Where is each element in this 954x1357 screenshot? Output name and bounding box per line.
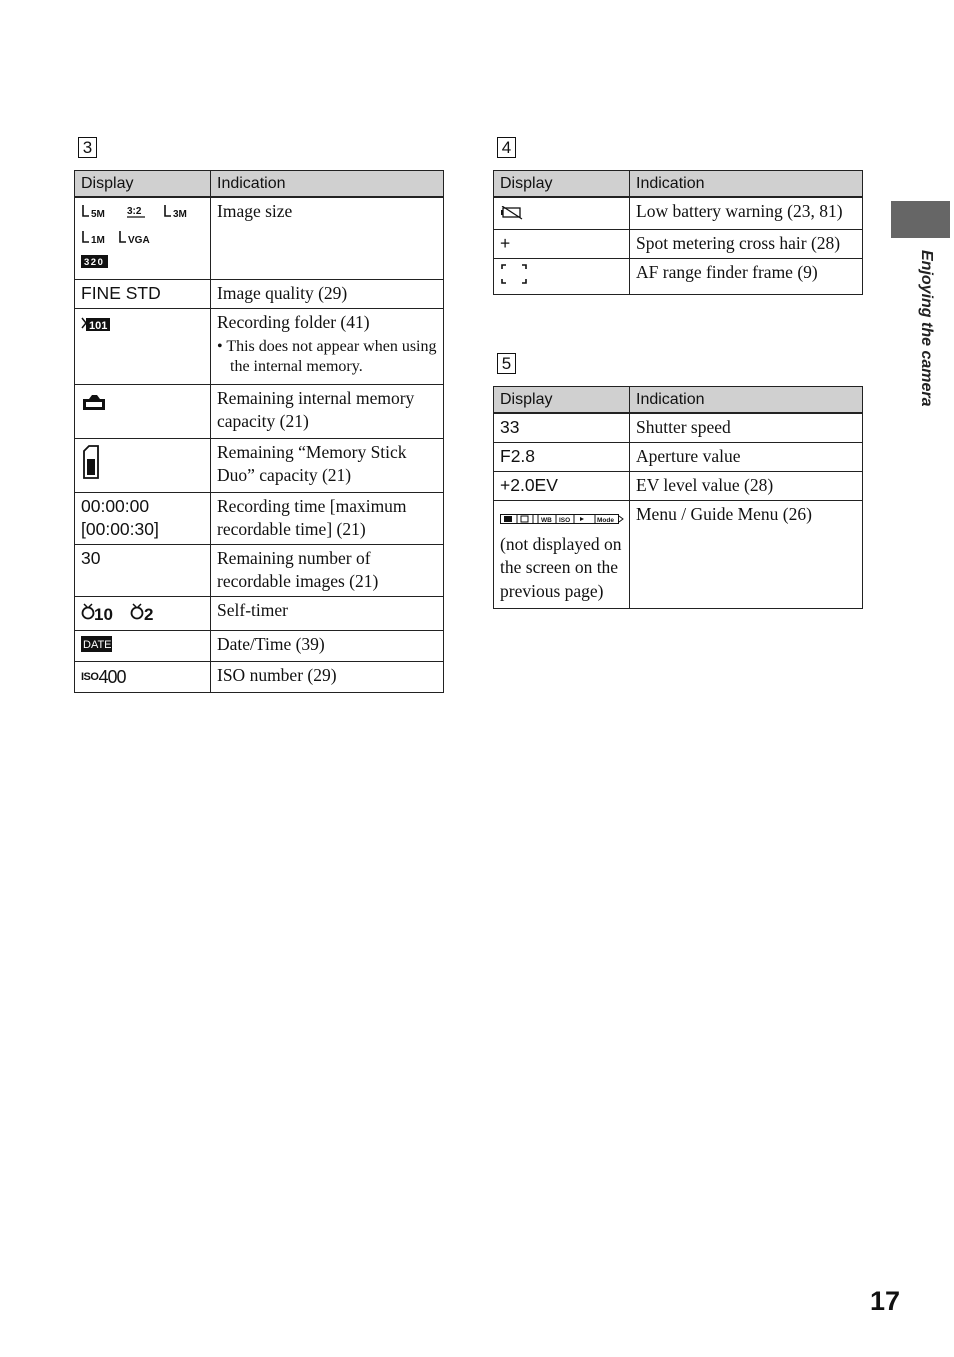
image-size-indication: Image size: [211, 197, 444, 279]
rec-time-value: 00:00:00: [81, 495, 150, 516]
memory-stick-icon: [81, 445, 101, 485]
rec-time-display: [75, 492, 211, 544]
af-frame-display: [494, 258, 630, 294]
section-number-5: 5: [497, 353, 516, 374]
aperture-display: F2.8: [494, 443, 630, 472]
internal-memory-indication: Remaining internal memory capacity (21): [211, 384, 444, 438]
folder-icon: [81, 315, 111, 339]
rec-time-max-value: [00:00:30]: [81, 518, 159, 539]
image-size-icon: [81, 255, 109, 272]
svg-text:1M: 1M: [91, 235, 105, 245]
self-timer-2-icon: [130, 601, 158, 629]
svg-text:Mode: Mode: [597, 516, 614, 524]
svg-text:101: 101: [89, 319, 108, 332]
af-frame-icon: [500, 263, 528, 291]
spot-metering-display: +: [494, 229, 630, 258]
rec-time-indication: Recording time [maximum recordable time] (21): [211, 492, 444, 544]
remaining-images-display: 30: [75, 544, 211, 596]
image-size-icon: [118, 229, 154, 249]
column-header-display: Display: [494, 387, 630, 414]
shutter-indication: Shutter speed: [630, 413, 863, 443]
shutter-display: 33: [494, 413, 630, 443]
indicator-table-5: [493, 386, 863, 609]
af-frame-indication: AF range finder frame (9): [630, 258, 863, 294]
svg-text:2: 2: [143, 604, 154, 623]
memory-stick-display: [75, 438, 211, 492]
iso-value: 400: [98, 667, 126, 688]
column-header-indication: Indication: [630, 171, 863, 198]
quality-indication: Image quality (29): [211, 279, 444, 308]
spot-metering-indication: Spot metering cross hair (28): [630, 229, 863, 258]
folder-indication: Recording folder (41): [217, 311, 370, 332]
memory-stick-indication: Remaining “Memory Stick Duo” capacity (21): [211, 438, 444, 492]
svg-text:5M: 5M: [91, 209, 105, 219]
menu-indication: Menu / Guide Menu (26): [630, 501, 863, 609]
section-number-3: 3: [78, 137, 97, 158]
date-display: [75, 630, 211, 662]
internal-memory-icon: [81, 393, 107, 417]
column-header-display: Display: [75, 171, 211, 198]
chapter-label-text: Enjoying the camera: [918, 250, 935, 407]
svg-text:3:2: 3:2: [127, 206, 142, 217]
internal-memory-display: [75, 384, 211, 438]
menu-bar-icon: [500, 508, 624, 531]
column-header-indication: Indication: [211, 171, 444, 198]
image-size-icons: [75, 197, 211, 279]
iso-indication: ISO number (29): [211, 662, 444, 693]
section-number-4: 4: [497, 137, 516, 158]
chapter-label: [916, 250, 936, 420]
image-size-icon: [126, 203, 148, 223]
image-size-icon: [163, 203, 193, 223]
menu-display: [494, 501, 630, 609]
self-timer-indication: Self-timer: [211, 596, 444, 630]
iso-display: [75, 662, 211, 693]
image-size-icon: [81, 203, 111, 223]
svg-text:320: 320: [84, 257, 105, 268]
column-header-indication: Indication: [630, 387, 863, 414]
remaining-images-indication: Remaining number of recordable images (21): [211, 544, 444, 596]
image-size-icon: [81, 229, 111, 249]
self-timer-display: [75, 596, 211, 630]
chapter-tab: [891, 201, 950, 238]
svg-text:WB: WB: [541, 516, 552, 524]
iso-icon: ISO: [81, 671, 99, 684]
low-battery-indication: Low battery warning (23, 81): [630, 197, 863, 229]
date-icon: [81, 635, 112, 658]
ev-display: +2.0EV: [494, 472, 630, 501]
self-timer-10-icon: [81, 601, 115, 629]
ev-indication: EV level value (28): [630, 472, 863, 501]
column-header-display: Display: [494, 171, 630, 198]
svg-text:DATE: DATE: [83, 639, 112, 652]
folder-display: [75, 308, 211, 384]
folder-note: • This does not appear when using the internal memory.: [217, 337, 437, 375]
aperture-indication: Aperture value: [630, 443, 863, 472]
svg-text:VGA: VGA: [128, 235, 150, 245]
indicator-table-4: [493, 170, 863, 295]
svg-text:ISO: ISO: [559, 516, 571, 524]
menu-display-note: (not displayed on the screen on the previous page): [500, 533, 622, 601]
quality-display: FINE STD: [75, 279, 211, 308]
page-number: 17: [870, 1286, 901, 1316]
date-indication: Date/Time (39): [211, 630, 444, 662]
low-battery-display: [494, 197, 630, 229]
low-battery-icon: [500, 203, 524, 226]
indicator-table-3: [74, 170, 444, 693]
folder-indication-cell: [211, 308, 444, 384]
svg-text:3M: 3M: [173, 209, 188, 219]
svg-text:10: 10: [94, 604, 113, 623]
